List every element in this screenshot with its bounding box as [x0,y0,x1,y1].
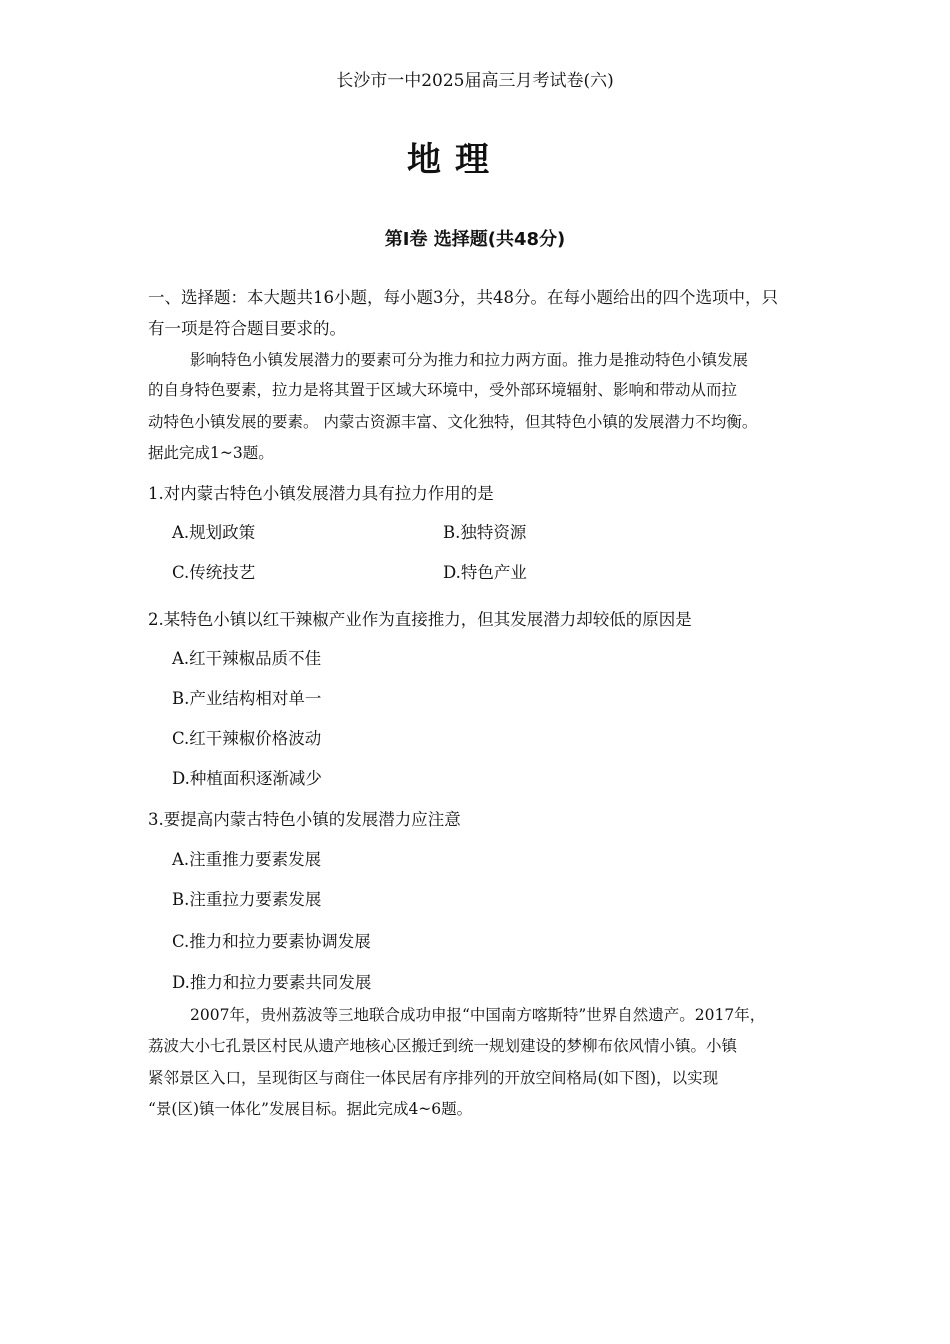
subject-title: 地理 [407,140,503,180]
passage-line: 的自身特色要素，拉力是将其置于区域大环境中，受外部环境辐射、影响和带动从而拉 [148,381,738,399]
question-stem: 3.要提高内蒙古特色小镇的发展潜力应注意 [148,810,461,829]
option-c[interactable]: C.红干辣椒价格波动 [172,729,322,748]
exam-header: 长沙市一中2025届高三月考试卷(六) [336,71,614,91]
option-b[interactable]: B.独特资源 [443,523,527,542]
passage-line: 荔波大小七孔景区村民从遗产地核心区搬迁到统一规划建设的梦柳布依风情小镇。小镇 [148,1037,738,1055]
option-a[interactable]: A.规划政策 [172,523,256,542]
question-stem: 1.对内蒙古特色小镇发展潜力具有拉力作用的是 [148,484,494,503]
option-a[interactable]: A.注重推力要素发展 [172,850,322,869]
passage-line: “景(区)镇一体化”发展目标。据此完成4~6题。 [148,1100,473,1118]
passage-line: 动特色小镇发展的要素。 内蒙古资源丰富、文化独特，但其特色小镇的发展潜力不均衡。 [148,413,758,431]
option-b[interactable]: B.产业结构相对单一 [172,689,322,708]
passage-line: 影响特色小镇发展潜力的要素可分为推力和拉力两方面。推力是推动特色小镇发展 [190,351,749,369]
option-a[interactable]: A.红干辣椒品质不佳 [172,649,322,668]
passage-line: 紧邻景区入口，呈现街区与商住一体民居有序排列的开放空间格局(如下图)，以实现 [148,1069,719,1087]
option-d[interactable]: D.种植面积逐渐减少 [172,769,322,788]
option-b[interactable]: B.注重拉力要素发展 [172,890,322,909]
option-d[interactable]: D.推力和拉力要素共同发展 [172,973,372,992]
passage-line: 2007年，贵州荔波等三地联合成功申报“中国南方喀斯特”世界自然遗产。2017年， [190,1006,766,1024]
option-c[interactable]: C.传统技艺 [172,563,256,582]
option-d[interactable]: D.特色产业 [443,563,527,582]
passage-line: 据此完成1~3题。 [148,444,274,462]
instruction-line: 有一项是符合题目要求的。 [148,319,346,338]
instruction-line: 一、选择题：本大题共16小题，每小题3分，共48分。在每小题给出的四个选项中，只 [148,288,778,307]
question-stem: 2.某特色小镇以红干辣椒产业作为直接推力，但其发展潜力却较低的原因是 [148,610,692,629]
option-c[interactable]: C.推力和拉力要素协调发展 [172,932,371,951]
section-title: 第Ⅰ卷 选择题(共48分) [384,229,566,250]
